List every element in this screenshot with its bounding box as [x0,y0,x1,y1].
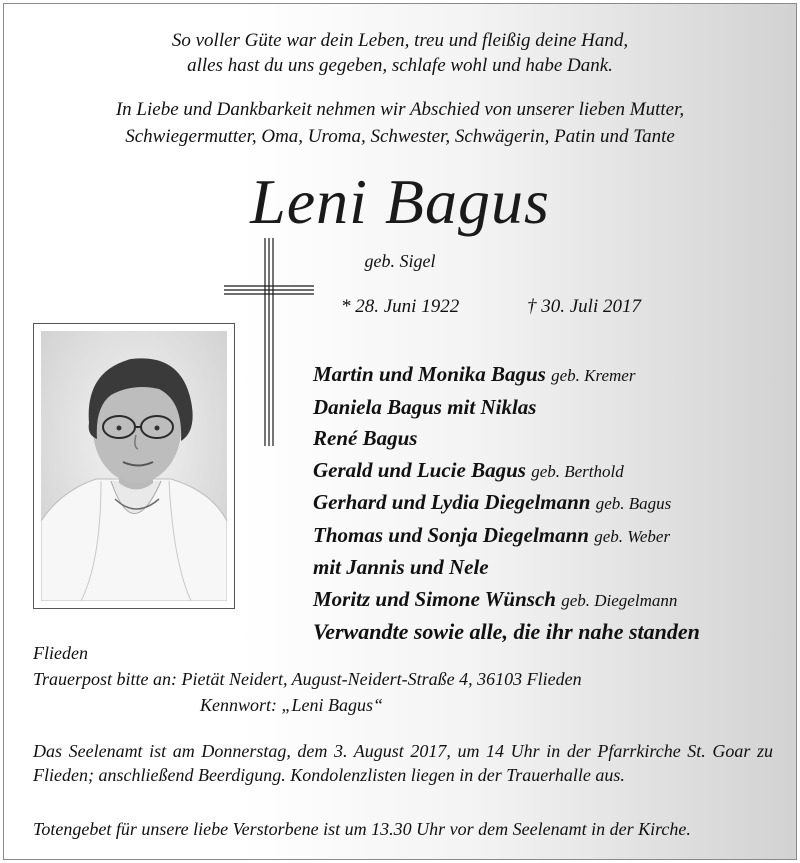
mourner-item: Gerald und Lucie Bagus geb. Berthold [313,457,624,482]
mourner-item: mit Jannis und Nele [313,555,489,579]
keyword-text: Kennwort: „Leni Bagus“ [200,695,384,715]
death-date: † 30. Juli 2017 [527,296,641,317]
deceased-name: Leni Bagus [250,166,550,237]
cross-icon [222,236,316,448]
portrait-photo [33,323,235,609]
mourner-item-relatives: Verwandte sowie alle, die ihr nahe standen [313,619,700,644]
verse [4,28,796,78]
mourners-list [313,359,793,648]
birth-date: * 28. Juni 1922 [341,296,460,317]
obituary-card [3,3,797,860]
portrait-image [41,331,227,601]
prayer-info: Totengebet für unsere liebe Verstorbene ist um 13.30 Uhr vor dem Seelenamt in der Kirche. [33,819,691,839]
mourner-item: Martin und Monika Bagus geb. Kremer [313,362,636,386]
intro-line-1: In Liebe und Dankbarkeit nehmen wir Abschied von unserer lieben Mutter, [115,99,685,120]
verse-line-2: alles hast du uns gegeben, schlafe wohl und habe Dank. [187,55,613,76]
mourner-item: Thomas und Sonja Diegelmann geb. Weber [313,522,671,547]
verse-line-1: So voller Güte war dein Leben, treu und fleißig deine Hand, [171,30,629,51]
mourner-item: Moritz und Simone Wünsch geb. Diegelmann [313,586,678,611]
mourner-item: Daniela Bagus mit Niklas [313,394,537,419]
intro-line-2: Schwiegermutter, Oma, Uroma, Schwester, Schwägerin, Patin und Tante [125,126,675,147]
place-text: Flieden [33,643,88,663]
post-address-text: Trauerpost bitte an: Pietät Neidert, August-Neidert-Straße 4, 36103 Flieden [33,669,582,689]
mourner-item: René Bagus [313,426,418,450]
mourner-item: Gerhard und Lydia Diegelmann geb. Bagus [313,490,672,514]
maiden-name: geb. Sigel [364,251,436,271]
service-info: Das Seelenamt ist am Donnerstag, dem 3. August 2017, um 14 Uhr in der Pfarrkirche St. Goar zu Flieden; anschließend Beerdigung. Kondolenzlisten liegen in der Trauerhalle aus. [33,741,773,785]
intro-text [4,96,796,150]
